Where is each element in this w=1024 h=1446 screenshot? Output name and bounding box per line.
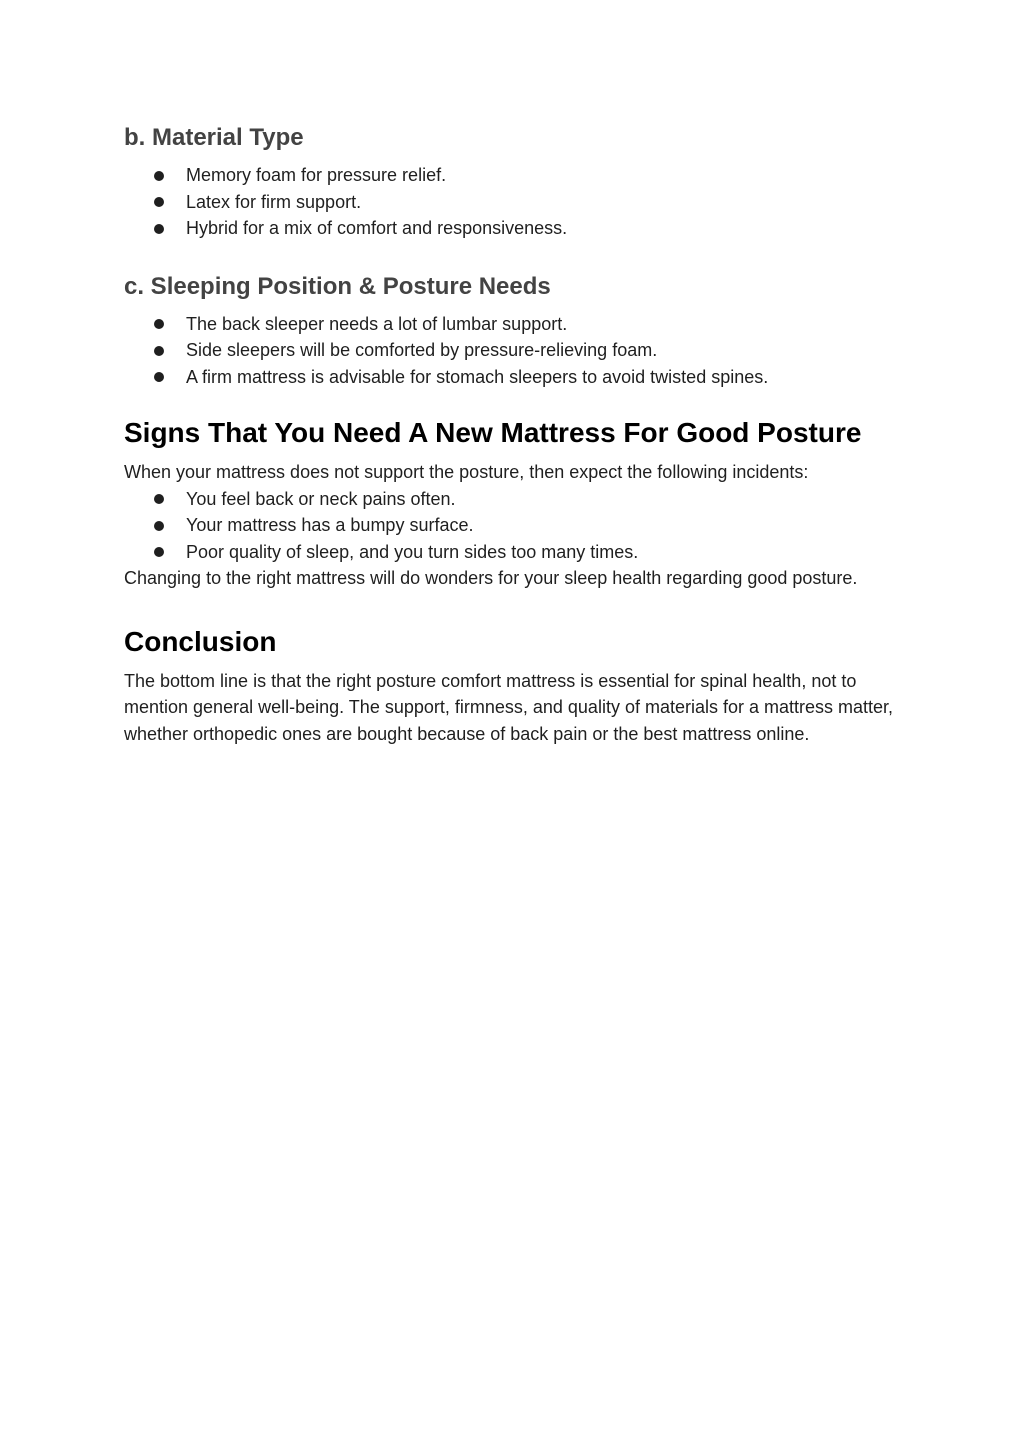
bullet-icon bbox=[154, 346, 164, 356]
bullet-icon bbox=[154, 197, 164, 207]
list-item bbox=[124, 162, 894, 189]
signs-list bbox=[124, 486, 894, 566]
conclusion-body: The bottom line is that the right posture comfort mattress is essential for spinal health, not to mention general well-being. The support, firmness, and quality of materials for a mattress matter, whether orthopedic ones are bought because of back pain or the best mattress online. bbox=[124, 670, 894, 744]
bullet-icon bbox=[154, 521, 164, 531]
list-item bbox=[124, 337, 894, 364]
list-item-text: A firm mattress is advisable for stomach sleepers to avoid twisted spines. bbox=[186, 366, 769, 387]
signs-intro: When your mattress does not support the posture, then expect the following incidents: bbox=[124, 462, 809, 482]
list-item-text: Memory foam for pressure relief. bbox=[186, 165, 447, 185]
signs-outro: Changing to the right mattress will do wonders for your sleep health regarding good posture. bbox=[124, 568, 858, 588]
list-item bbox=[124, 539, 894, 566]
list-item-text: Side sleepers will be comforted by pressure-relieving foam. bbox=[186, 340, 658, 360]
signs-heading: Signs That You Need A New Mattress For Good Posture bbox=[124, 417, 862, 448]
list-item-text: Hybrid for a mix of comfort and responsiveness. bbox=[186, 218, 568, 238]
list-item bbox=[124, 512, 894, 539]
bullet-icon bbox=[154, 224, 164, 234]
document-content bbox=[124, 118, 894, 747]
list-item-text: You feel back or neck pains often. bbox=[186, 488, 456, 509]
bullet-icon bbox=[154, 319, 164, 329]
bullet-icon bbox=[154, 494, 164, 504]
list-item-text: Latex for firm support. bbox=[186, 191, 362, 212]
list-item bbox=[124, 189, 894, 216]
bullet-icon bbox=[154, 372, 164, 382]
list-item-text: The back sleeper needs a lot of lumbar support. bbox=[186, 313, 568, 334]
material-type-list bbox=[124, 162, 894, 242]
sleeping-position-heading: c. Sleeping Position & Posture Needs bbox=[124, 272, 551, 300]
bullet-icon bbox=[154, 547, 164, 557]
sleeping-position-list bbox=[124, 311, 894, 391]
list-item bbox=[124, 486, 894, 513]
conclusion-heading: Conclusion bbox=[124, 625, 277, 657]
list-item-text: Your mattress has a bumpy surface. bbox=[186, 515, 474, 535]
bullet-icon bbox=[154, 171, 164, 181]
list-item bbox=[124, 311, 894, 338]
list-item bbox=[124, 215, 894, 242]
list-item bbox=[124, 364, 894, 391]
list-item-text: Poor quality of sleep, and you turn sides too many times. bbox=[186, 541, 639, 562]
material-type-heading: b. Material Type bbox=[124, 124, 304, 151]
